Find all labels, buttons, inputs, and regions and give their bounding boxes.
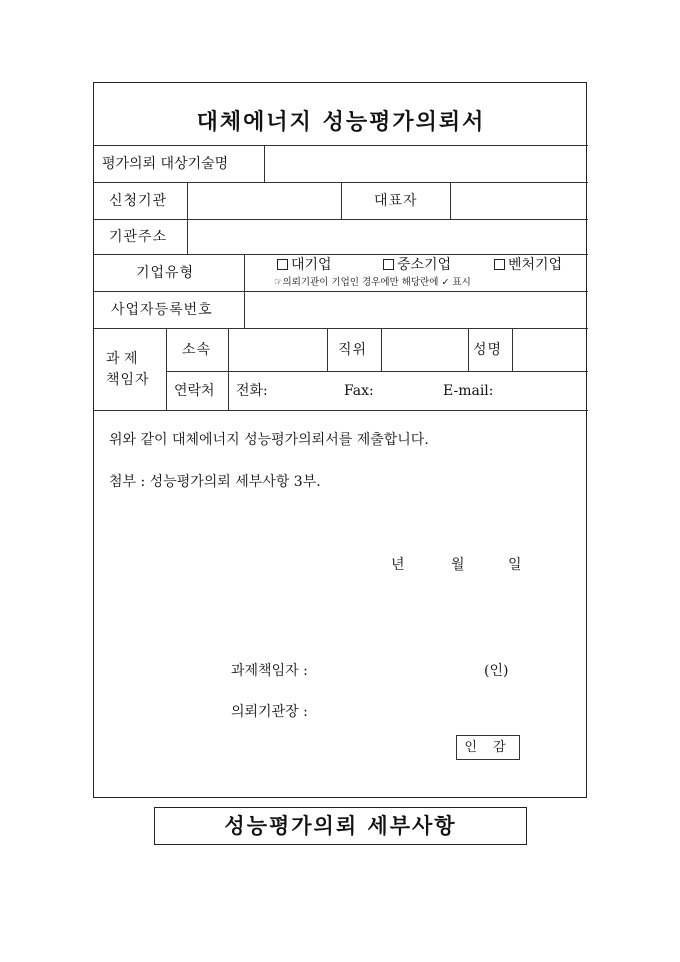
fax-field[interactable]: Fax: — [344, 383, 374, 399]
attachment-statement: 첨부 : 성능평가의뢰 세부사항 3부. — [109, 474, 321, 490]
address-field[interactable] — [189, 221, 586, 252]
col-divider — [244, 254, 245, 328]
contact-label: 연락처 — [174, 383, 215, 399]
col-divider — [512, 328, 513, 371]
row-divider — [94, 410, 588, 411]
representative-field[interactable] — [452, 184, 586, 217]
phone-field[interactable]: 전화: — [236, 383, 268, 399]
details-title: 성능평가의뢰 세부사항 — [154, 807, 527, 845]
manager-label-line2: 책임자 — [106, 372, 150, 388]
row-divider — [94, 219, 588, 220]
row-divider — [94, 145, 588, 146]
business-reg-field[interactable] — [246, 293, 586, 326]
representative-label: 대표자 — [374, 193, 418, 209]
company-type-note: ☞의뢰기관이 기업인 경우에만 해당란에 ✓ 표시 — [274, 277, 471, 288]
affiliation-field[interactable] — [230, 330, 325, 369]
seal-label: (인) — [484, 663, 509, 679]
checkbox-icon — [383, 259, 394, 270]
manager-label-line1: 과 제 — [106, 351, 138, 367]
manager-sign-label: 과제책임자 : — [231, 663, 308, 679]
address-label: 기관주소 — [109, 229, 168, 245]
applicant-label: 신청기관 — [109, 193, 168, 209]
stamp-box: 인 감 — [456, 735, 520, 760]
applicant-field[interactable] — [189, 184, 339, 217]
col-divider — [450, 182, 451, 219]
row-divider — [166, 371, 588, 372]
col-divider — [341, 182, 342, 219]
head-sign-label: 의뢰기관장 : — [231, 704, 308, 720]
month-label: 월 — [451, 557, 465, 573]
affiliation-label: 소속 — [182, 342, 212, 358]
col-divider — [228, 328, 229, 410]
position-field[interactable] — [383, 330, 466, 369]
tech-name-field[interactable] — [266, 147, 586, 180]
name-label: 성명 — [473, 342, 503, 358]
year-label: 년 — [391, 557, 405, 573]
checkbox-icon — [277, 259, 288, 270]
row-divider — [94, 328, 588, 329]
submit-statement: 위와 같이 대체에너지 성능평가의뢰서를 제출합니다. — [109, 432, 429, 448]
name-field[interactable] — [514, 330, 586, 369]
position-label: 직위 — [338, 342, 368, 358]
company-type-sme[interactable]: 중소기업 — [383, 257, 451, 273]
col-divider — [166, 328, 167, 410]
business-reg-label: 사업자등록번호 — [111, 302, 213, 318]
company-type-venture[interactable]: 벤처기업 — [494, 257, 562, 273]
email-field[interactable]: E-mail: — [443, 383, 494, 399]
col-divider — [327, 328, 328, 371]
col-divider — [264, 145, 265, 182]
col-divider — [187, 182, 188, 254]
day-label: 일 — [508, 557, 522, 573]
checkbox-icon — [494, 259, 505, 270]
company-type-label: 기업유형 — [136, 265, 195, 281]
tech-name-label: 평가의뢰 대상기술명 — [102, 156, 229, 172]
request-form — [93, 82, 587, 798]
row-divider — [94, 254, 588, 255]
checkmark-icon: ✓ — [441, 277, 450, 288]
col-divider — [381, 328, 382, 371]
row-divider — [94, 291, 588, 292]
company-type-large[interactable]: 대기업 — [277, 257, 332, 273]
form-title: 대체에너지 성능평가의뢰서 — [196, 109, 486, 135]
col-divider — [468, 328, 469, 371]
